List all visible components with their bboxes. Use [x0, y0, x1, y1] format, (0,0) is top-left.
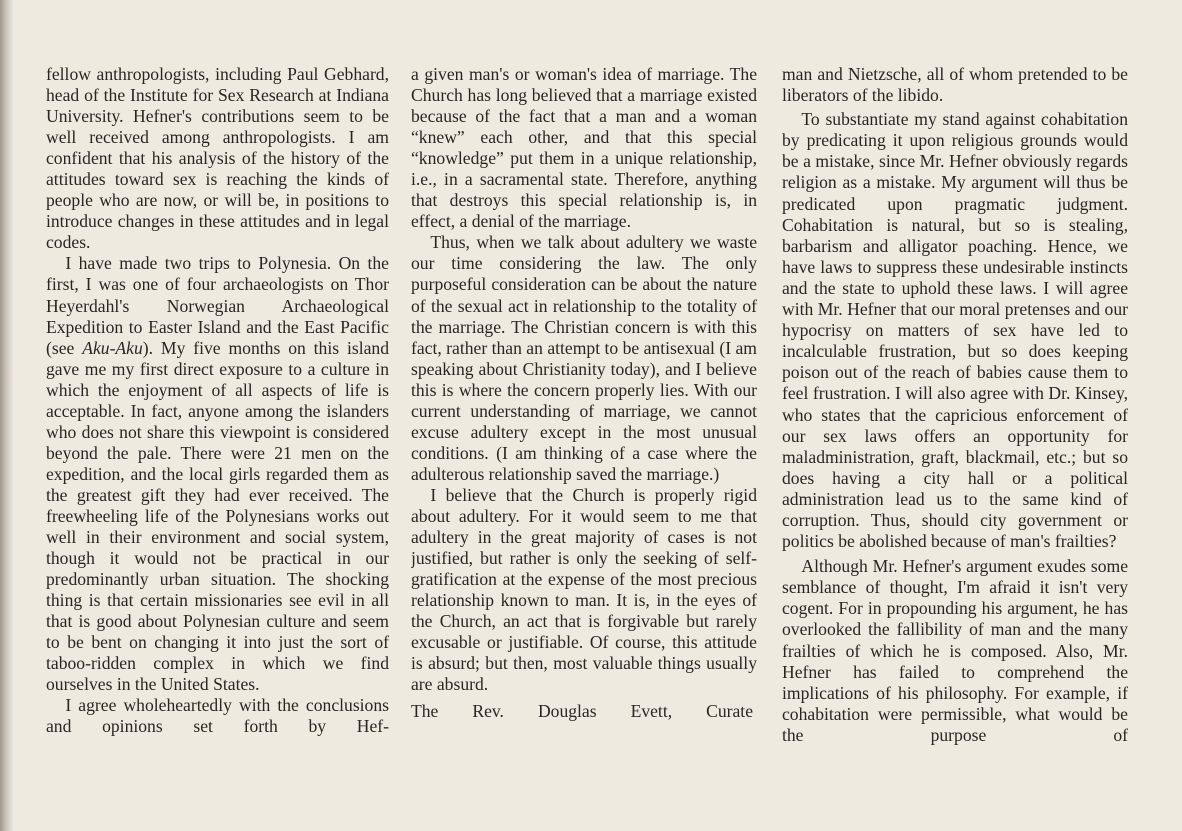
page-binding-shadow: [0, 0, 14, 831]
text-column-1: [46, 64, 389, 831]
signature-line: The Rev. Douglas Evett, Curate: [411, 701, 753, 722]
paragraph: fellow anthropologists, including Paul Gebhard, head of the Institute for Sex Research at Indiana University. Hefner's contributions seem to be well received among anthropologists. I am confident that his analysis of the history of the attitudes toward sex is reaching the kinds of people who are now, or will be, in positions to introduce changes in these attitudes and in legal codes.: [46, 64, 389, 253]
text-column-2: [411, 64, 757, 831]
book-title: Aku-Aku: [82, 337, 143, 358]
paragraph: a given man's or woman's idea of marriage. The Church has long believed that a marriage existed because of the fact that a man and a woman “knew” each other, and that this special “knowledge” put them in a unique relationship, i.e., in a sacramental state. Therefore, anything that destroys this special relationship is, in effect, a denial of the marriage.: [411, 64, 757, 232]
text-column-3: [782, 64, 1128, 831]
paragraph: I agree wholeheartedly with the conclusions and opinions set forth by Hef-: [46, 695, 389, 737]
paragraph: I believe that the Church is properly rigid about adultery. For it would seem to me that adultery in the great majority of cases is not justified, but rather is only the seeking of self-gratification at the expense of the most precious relationship known to man. It is, in the eyes of the Church, an act that is forgivable but rarely excusable or justifiable. Of course, this attitude is absurd; but then, most valuable things usually are absurd.: [411, 484, 757, 695]
paragraph: To substantiate my stand against cohabitation by predicating it upon religious grounds would be a mistake, since Mr. Hefner obviously regards religion as a mistake. My argument will thus be predicated upon pragmatic judgment. Cohabitation is natural, but so is stealing, barbarism and alligator poaching. Hence, we have laws to suppress these undesirable instincts and the state to uphold these laws. I will agree with Mr. Hefner that our moral pretenses and our hypocrisy on matters of sex have led to incalculable frustration, but so does keeping poison out of the reach of babies cause them to feel frustration. I will also agree with Dr. Kinsey, who states that the capricious enforcement of our sex laws offers an opportunity for maladministration, graft, blackmail, etc.; but so does having a city hall or a political administration lead us to the same kind of corruption. Thus, should city government or politics be abolished because of man's frailties?: [782, 109, 1128, 552]
paragraph: Although Mr. Hefner's argument exudes some semblance of thought, I'm afraid it isn't very cogent. For in propounding his argument, he has overlooked the fallibility of man and the many frailties of which he is composed. Also, Mr. Hefner has failed to comprehend the implications of his philosophy. For example, if cohabitation were permissible, what would be the purpose of: [782, 556, 1128, 745]
paragraph: Thus, when we talk about adultery we waste our time considering the law. The only purposeful consideration can be about the nature of the sexual act in relationship to the totality of the marriage. The Christian concern is with this fact, rather than an attempt to be antisexual (I am speaking about Christianity today), and I believe this is where the concern properly lies. With our current understanding of marriage, we cannot excuse adultery except in the most unusual conditions. (I am thinking of a case where the adulterous relationship saved the marriage.): [411, 232, 757, 484]
paragraph: [46, 253, 389, 695]
paragraph-text: I have made two trips to Polynesia. On the first, I was one of four archaeologists on Thor Heyerdahl's Norwegian Archaeological Expedition to Easter Island and the East Pacific (see: [46, 253, 389, 358]
paragraph-text: ). My five months on this island gave me my first direct exposure to a culture in which the enjoyment of all aspects of life is acceptable. In fact, anyone among the islanders who does not share this viewpoint is considered beyond the pale. There were 21 men on the expedition, and the local girls regarded them as the greatest gift they had ever received. The freewheeling life of the Polynesians works out well in their environment and social system, though it would not be practical in our predominantly urban situation. The shocking thing is that certain missionaries see evil in all that is good about Polynesian culture and seem to be bent on changing it into just the sort of taboo-ridden complex in which we find ourselves in the United States.: [46, 337, 389, 695]
paragraph: man and Nietzsche, all of whom pretended to be liberators of the libido.: [782, 64, 1128, 106]
